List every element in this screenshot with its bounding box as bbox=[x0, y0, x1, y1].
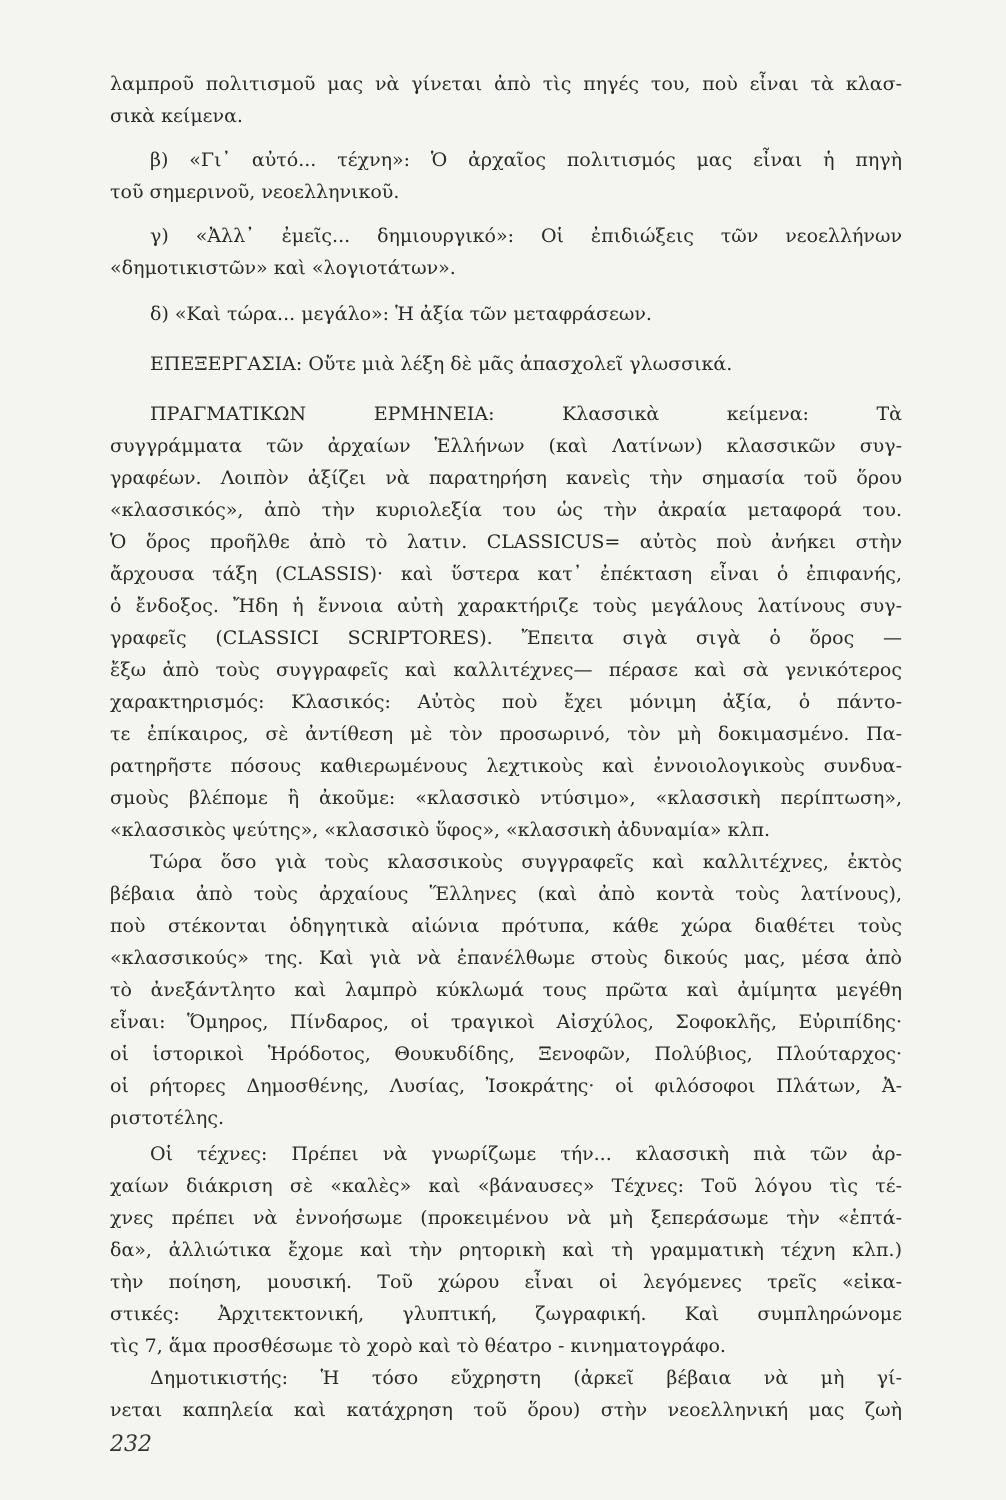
text-line-18: χαρακτηρισμός: Κλασικός: Αὐτὸς ποὺ ἔχει μόνιμη ἀξία, ὁ πάντο- bbox=[110, 691, 902, 713]
text-line-28: εἶναι: Ὅμηρος, Πίνδαρος, οἱ τραγικοὶ Αἰσχύλος, Σοφοκλῆς, Εὐριπίδης· bbox=[110, 1011, 902, 1033]
text-line-29: οἱ ἱστορικοὶ Ἡρόδοτος, Θουκυδίδης, Ξενοφῶν, Πολύβιος, Πλούταρχος· bbox=[110, 1043, 902, 1065]
text-line-9: ΠΡΑΓΜΑΤΙΚΩΝ ΕΡΜΗΝΕΙΑ: Κλασσικὰ κείμενα: Τὰ bbox=[150, 403, 902, 425]
text-line-26: «κλασσικούς» της. Καὶ γιὰ νὰ ἐπανέλθωμε στοὺς δικούς μας, μέσα ἀπὸ bbox=[110, 947, 902, 969]
text-line-38: τὶς 7, ἅμα προσθέσωμε τὸ χορὸ καὶ τὸ θέατρο - κινηματογράφο. bbox=[110, 1335, 726, 1357]
text-line-27: τὸ ἀνεξάντλητο καὶ λαμπρὸ κύκλωμά τους πρῶτα καὶ ἀμίμητα μεγέθη bbox=[110, 979, 902, 1001]
text-line-15: ὁ ἔνδοξος. Ἤδη ἡ ἔννοια αὐτὴ χαρακτήριζε τοὺς μεγάλους λατίνους συγ- bbox=[110, 595, 902, 617]
text-line-39: Δημοτικιστής: Ἡ τόσο εὔχρηστη (ἀρκεῖ βέβαια νὰ μὴ γί- bbox=[150, 1364, 902, 1392]
text-line-2: σικὰ κείμενα. bbox=[110, 105, 243, 127]
text-line-31: ριστοτέλης. bbox=[110, 1107, 224, 1129]
text-line-5: γ) «Ἀλλ᾿ ἐμεῖς... δημιουργικό»: Οἱ ἐπιδιώξεις τῶν νεοελλήνων bbox=[150, 225, 902, 247]
text-line-13: Ὁ ὅρος προῆλθε ἀπὸ τὸ λατιν. CLASSICUS= αὐτὸς ποὺ ἀνήκει στὴν bbox=[110, 531, 902, 553]
page-number: 232 bbox=[110, 1432, 152, 1457]
text-line-20: ρατηρῆστε πόσους καθιερωμένους λεχτικοὺς καὶ ἐννοιολογικοὺς συνδυα- bbox=[110, 755, 902, 777]
text-line-3: β) «Γι᾿ αὐτό... τέχνη»: Ὁ ἀρχαῖος πολιτισμός μας εἶναι ἡ πηγὴ bbox=[150, 149, 902, 171]
text-line-10: συγγράμματα τῶν ἀρχαίων Ἑλλήνων (καὶ Λατίνων) κλασσικῶν συγ- bbox=[110, 435, 902, 457]
text-line-19: τε ἐπίκαιρος, σὲ ἀντίθεση μὲ τὸν προσωρινό, τὸν μὴ δοκιμασμένο. Πα- bbox=[110, 723, 902, 745]
text-line-37: στικές: Ἀρχιτεκτονική, γλυπτική, ζωγραφική. Καὶ συμπληρώνομε bbox=[110, 1303, 902, 1325]
text-line-24: βέβαια ἀπὸ τοὺς ἀρχαίους Ἕλληνες (καὶ ἀπὸ κοντὰ τοὺς λατίνους), bbox=[110, 883, 902, 905]
text-line-8: ΕΠΕΞΕΡΓΑΣΙΑ: Οὔτε μιὰ λέξη δὲ μᾶς ἀπασχολεῖ γλωσσικά. bbox=[150, 353, 733, 375]
text-line-12: «κλασσικός», ἀπὸ τὴν κυριολεξία του ὡς τὴν ἀκραία μεταφορά του. bbox=[110, 499, 902, 521]
text-line-6: «δημοτικιστῶν» καὶ «λογιοτάτων». bbox=[110, 257, 456, 279]
text-line-7: δ) «Καὶ τώρα... μεγάλο»: Ἡ ἀξία τῶν μεταφράσεων. bbox=[150, 303, 652, 325]
text-line-40: νεται καπηλεία καὶ κατάχρηση τοῦ ὅρου) στὴν νεοελληνική μας ζωὴ bbox=[110, 1396, 902, 1424]
text-line-36: τὴν ποίηση, μουσική. Τοῦ χώρου εἶναι οἱ λεγόμενες τρεῖς «εἰκα- bbox=[110, 1271, 902, 1293]
text-line-17: ἔξω ἀπὸ τοὺς συγγραφεῖς καὶ καλλιτέχνες— πέρασε καὶ σὰ γενικότερος bbox=[110, 659, 902, 681]
text-line-23: Τώρα ὅσο γιὰ τοὺς κλασσικοὺς συγγραφεῖς καὶ καλλιτέχνες, ἐκτὸς bbox=[150, 851, 902, 873]
text-line-14: ἄρχουσα τάξη (CLASSIS)· καὶ ὕστερα κατ᾿ ἐπέκταση εἶναι ὁ ἐπιφανής, bbox=[110, 563, 902, 585]
text-line-35: δα», ἀλλιώτικα ἔχομε καὶ τὴν ρητορικὴ καὶ τὴ γραμματικὴ τέχνη κλπ.) bbox=[110, 1239, 902, 1261]
text-line-34: χνες πρέπει νὰ ἐννοήσωμε (προκειμένου νὰ μὴ ξεπεράσωμε τὴν «ἑπτά- bbox=[110, 1207, 902, 1229]
text-line-4: τοῦ σημερινοῦ, νεοελληνικοῦ. bbox=[110, 181, 400, 203]
text-line-11: γραφέων. Λοιπὸν ἀξίζει νὰ παρατηρήση κανεὶς τὴν σημασία τοῦ ὅρου bbox=[110, 467, 902, 489]
text-line-33: χαίων διάκριση σὲ «καλὲς» καὶ «βάναυσες» Τέχνες: Τοῦ λόγου τὶς τέ- bbox=[110, 1175, 902, 1197]
text-line-32: Οἱ τέχνες: Πρέπει νὰ γνωρίζωμε τήν... κλασσικὴ πιὰ τῶν ἀρ- bbox=[150, 1143, 902, 1165]
text-line-22: «κλασσικὸς ψεύτης», «κλασσικὸ ὕφος», «κλασσικὴ ἀδυναμία» κλπ. bbox=[110, 819, 771, 841]
text-line-1: λαμπροῦ πολιτισμοῦ μας νὰ γίνεται ἀπὸ τὶς πηγές του, ποὺ εἶναι τὰ κλασ- bbox=[110, 73, 902, 95]
text-line-16: γραφεῖς (CLASSICI SCRIPTORES). Ἔπειτα σιγὰ σιγὰ ὁ ὅρος — bbox=[110, 627, 902, 649]
text-line-21: σμοὺς βλέπομε ἢ ἀκοῦμε: «κλασσικὸ ντύσιμο», «κλασσικὴ περίπτωση», bbox=[110, 787, 902, 809]
text-line-25: ποὺ στέκονται ὁδηγητικὰ αἰώνια πρότυπα, κάθε χώρα διαθέτει τοὺς bbox=[110, 915, 902, 937]
text-line-30: οἱ ρήτορες Δημοσθένης, Λυσίας, Ἰσοκράτης· οἱ φιλόσοφοι Πλάτων, Ἀ- bbox=[110, 1075, 902, 1097]
